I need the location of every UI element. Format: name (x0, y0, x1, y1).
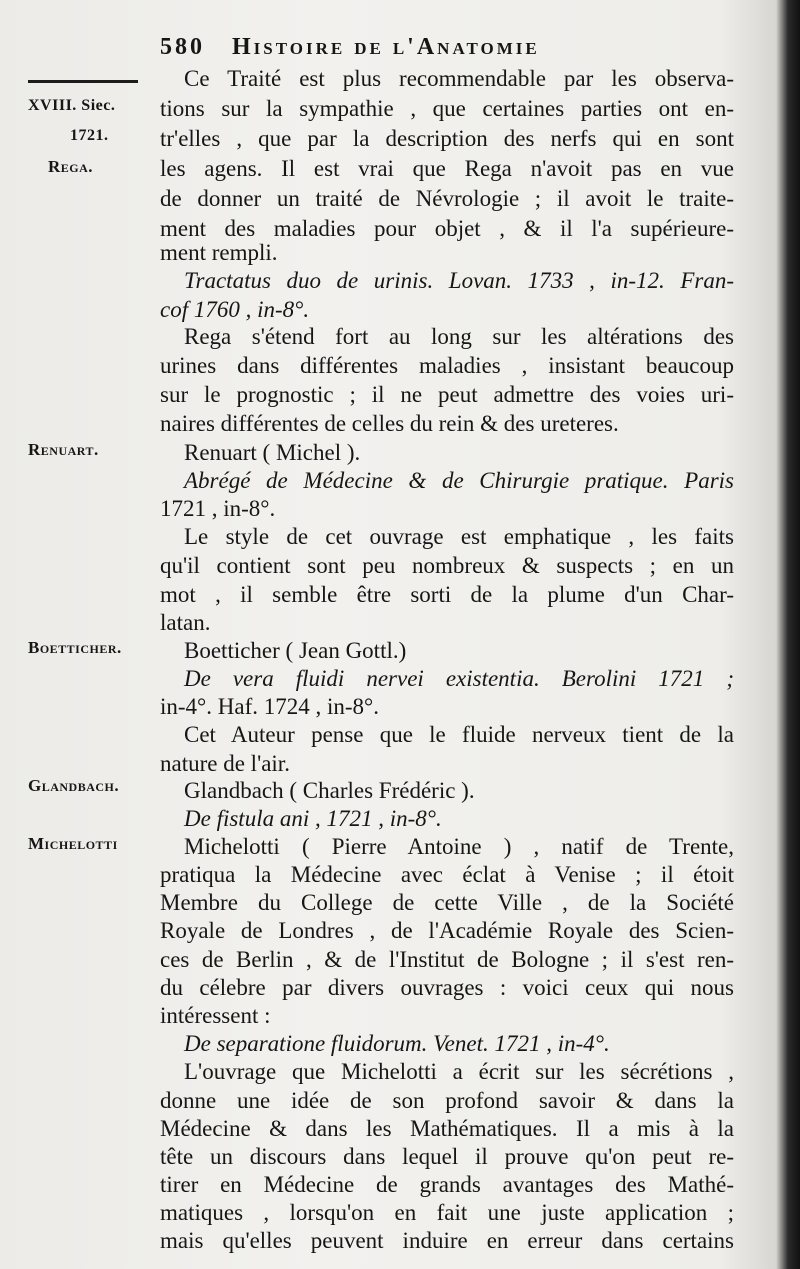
text-line: intéressent : (160, 1003, 271, 1028)
text-line: Royale de Londres , de l'Académie Royale des Scien- (160, 918, 734, 943)
page-number: 580 (160, 34, 205, 60)
text-line: donne une idée de son profond savoir & dans la (160, 1088, 734, 1113)
text-line: du célebre par divers ouvrages : voici ceux qui nous (160, 975, 734, 1000)
text-line: Rega s'étend fort au long sur les altérations des (184, 324, 734, 349)
text-line: pratiqua la Médecine avec éclat à Venise ; il étoit (160, 862, 734, 887)
text-line: tions sur la sympathie , que certaines parties ont en- (160, 96, 734, 121)
text-line: cof 1760 , in-8°. (160, 297, 310, 322)
text-line: qu'il contient sont peu nombreux & suspects ; en un (160, 553, 734, 578)
text-line: naires différentes de celles du rein & des ureteres. (160, 411, 619, 436)
text-line: De separatione fluidorum. Venet. 1721 , in-4°. (184, 1031, 610, 1056)
text-line: De vera fluidi nervei existentia. Berolini 1721 ; (184, 666, 734, 691)
text-line: in-4°. Haf. 1724 , in-8°. (160, 694, 379, 719)
text-line: De fistula ani , 1721 , in-8°. (184, 806, 442, 831)
text-line: tirer en Médecine de grands avantages des Mathé- (160, 1172, 734, 1197)
text-line: Tractatus duo de urinis. Lovan. 1733 , in-12. Fran- (184, 268, 734, 293)
text-line: 1721 , in-8°. (160, 496, 276, 521)
margin-note-boetticher: Boetticher. (28, 638, 122, 657)
text-line: mot , il semble être sorti de la plume d'un Char- (160, 582, 734, 607)
text-line: Le style de cet ouvrage est emphatique , les faits (184, 524, 734, 549)
text-line: nature de l'air. (160, 751, 290, 776)
text-line: Membre du College de cette Ville , de la Société (160, 890, 734, 915)
text-line: ment des maladies pour objet , & il l'a supérieure- (160, 216, 734, 241)
text-line: Glandbach ( Charles Frédéric ). (184, 778, 475, 803)
text-line: Renuart ( Michel ). (184, 440, 361, 465)
text-line: ment rempli. (160, 240, 278, 265)
text-line: L'ouvrage que Michelotti a écrit sur les sécrétions , (184, 1059, 734, 1084)
text-line: mais qu'elles peuvent induire en erreur dans certains (160, 1228, 734, 1253)
text-line: Abrégé de Médecine & de Chirurgie pratique. Paris (184, 468, 734, 493)
page-header (160, 34, 740, 61)
text-line: latan. (160, 610, 211, 635)
header-rule (28, 80, 138, 83)
running-title: Histoire de l'Anatomie (232, 34, 540, 60)
text-line: Michelotti ( Pierre Antoine ) , natif de Trente, (184, 834, 734, 859)
text-line: Ce Traité est plus recommendable par les observa- (184, 66, 734, 91)
text-line: urines dans différentes maladies , insistant beaucoup (160, 353, 734, 378)
text-line: Boetticher ( Jean Gottl.) (184, 638, 407, 663)
text-line: tête un discours dans lequel il prouve qu'on peut re- (160, 1144, 734, 1169)
text-line: Médecine & dans les Mathématiques. Il a mis à la (160, 1116, 734, 1141)
margin-note-renuart: Renuart. (28, 440, 99, 459)
text-line: sur le prognostic ; il ne peut admettre des voies uri- (160, 382, 734, 407)
text-line: de donner un traité de Névrologie ; il avoit le traite- (160, 186, 734, 211)
margin-note-michelotti: Michelotti (28, 834, 118, 853)
margin-note-century: XVIII. Siec. (28, 97, 116, 114)
text-line: matiques , lorsqu'on en fait une juste application ; (160, 1200, 734, 1225)
text-line: tr'elles , que par la description des nerfs qui en sont (160, 126, 734, 151)
margin-note-glandbach: Glandbach. (28, 776, 120, 795)
margin-note-rega: Rega. (48, 157, 94, 176)
text-line: ces de Berlin , & de l'Institut de Bologne ; il s'est ren- (160, 947, 734, 972)
text-line: Cet Auteur pense que le fluide nerveux tient de la (184, 722, 734, 747)
text-line: les agens. Il est vrai que Rega n'avoit pas en vue (160, 156, 734, 181)
margin-note-year: 1721. (70, 127, 109, 144)
